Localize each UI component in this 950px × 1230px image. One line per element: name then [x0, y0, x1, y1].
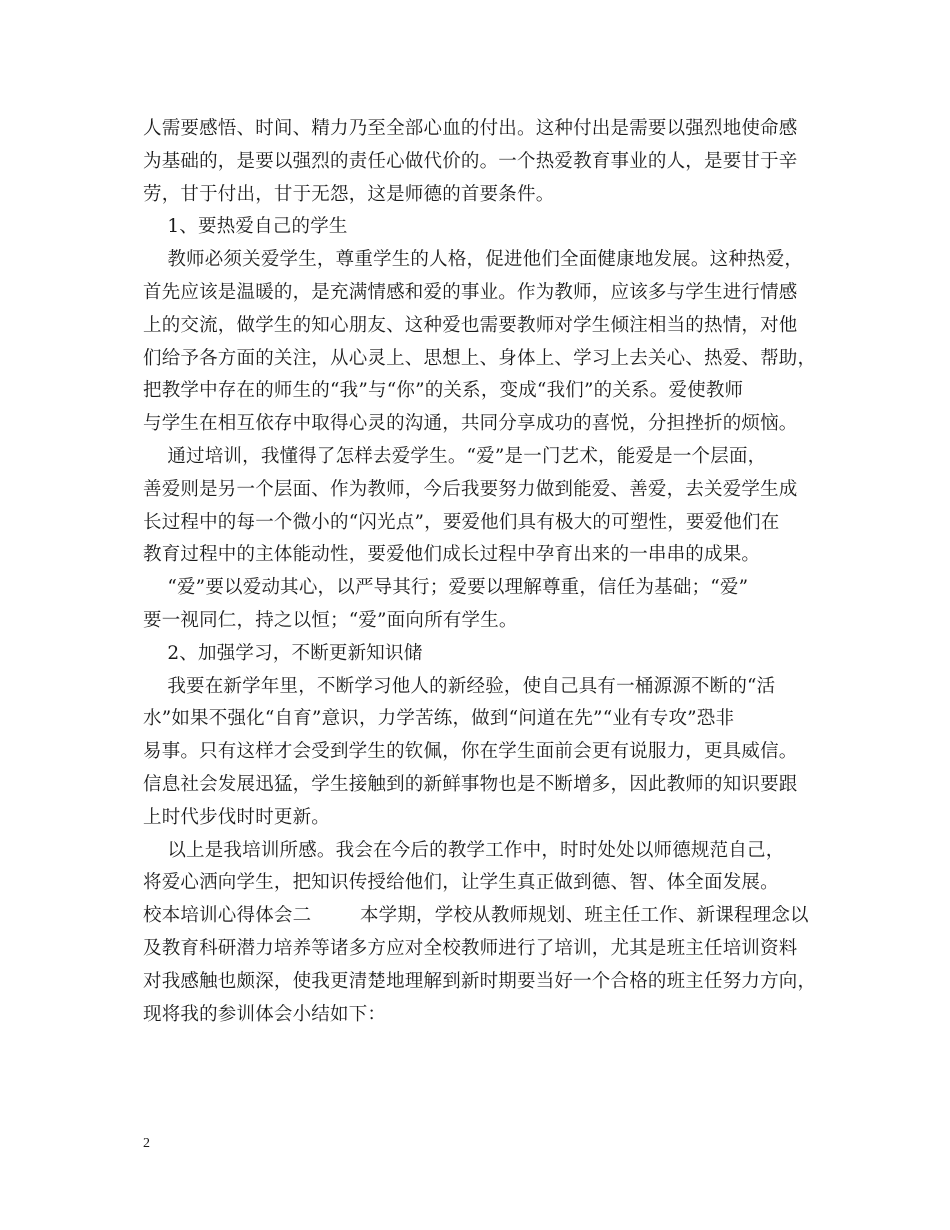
text-line: 我要在新学年里，不断学习他人的新经验，使自己具有一桶源源不断的“活 [143, 675, 776, 697]
text-line: 劳，甘于付出，甘于无怨，这是师德的首要条件。 [143, 183, 555, 205]
text-line: 水”如果不强化“自育”意识，力学苦练，做到“问道在先”“业有专攻”恐非 [143, 708, 735, 730]
text-line: 现将我的参训体会小结如下： [143, 1003, 387, 1025]
text-line: 教育过程中的主体能动性，要爱他们成长过程中孕育出来的一串串的成果。 [143, 544, 761, 566]
body-text [143, 113, 823, 1031]
text-line: 人需要感悟、时间、精力乃至全部心血的付出。这种付出是需要以强烈地使命感 [143, 118, 798, 139]
text-line: 通过培训，我懂得了怎样去爱学生。“爱”是一门艺术，能爱是一个层面， [143, 445, 767, 467]
text-line: 们给予各方面的关注，从心灵上、思想上、身体上、学习上去关心、热爱、帮助， [143, 347, 817, 369]
text-line: 易事。只有这样才会受到学生的钦佩，你在学生面前会更有说服力，更具威信。 [143, 741, 798, 763]
text-line: 信息社会发展迅猛，学生接触到的新鲜事物也是不断增多，因此教师的知识要跟 [143, 773, 798, 795]
section-heading-1: 1、要热爱自己的学生 [143, 216, 348, 238]
text-line: 首先应该是温暖的，是充满情感和爱的事业。作为教师，应该多与学生进行情感 [143, 281, 798, 303]
text-line: 要一视同仁，持之以恒；“爱”面向所有学生。 [143, 609, 518, 631]
text-line: 把教学中存在的师生的“我”与“你”的关系，变成“我们”的关系。爱使教师 [143, 380, 744, 402]
text-line: 为基础的，是要以强烈的责任心做代价的。一个热爱教育事业的人，是要甘于辛 [143, 150, 798, 172]
text-line: 校本培训心得体会二 本学期，学校从教师规划、班主任工作、新课程理念以 [143, 905, 809, 927]
text-line: 长过程中的每一个微小的“闪光点”，要爱他们具有极大的可塑性，要爱他们在 [143, 511, 780, 533]
section-heading-2: 2、加强学习，不断更新知识储 [143, 642, 423, 664]
text-line: 与学生在相互依存中取得心灵的沟通，共同分享成功的喜悦，分担挫折的烦恼。 [143, 413, 798, 435]
text-line: 对我感触也颇深，使我更清楚地理解到新时期要当好一个合格的班主任努力方向， [143, 970, 817, 992]
text-line: 及教育科研潜力培养等诸多方应对全校教师进行了培训，尤其是班主任培训资料 [143, 937, 798, 959]
text-line: 上的交流，做学生的知心朋友、这种爱也需要教师对学生倾注相当的热情，对他 [143, 314, 798, 336]
text-line: 善爱则是另一个层面、作为教师，今后我要努力做到能爱、善爱，去关爱学生成 [143, 478, 798, 500]
text-line: “爱”要以爱动其心，以严导其行；爱要以理解尊重，信任为基础；“爱” [143, 577, 749, 599]
page-number: 2 [143, 1136, 150, 1151]
text-line: 以上是我培训所感。我会在今后的教学工作中，时时处处以师德规范自己， [143, 839, 785, 861]
text-line: 上时代步伐时时更新。 [143, 806, 331, 828]
text-line: 将爱心洒向学生，把知识传授给他们，让学生真正做到德、智、体全面发展。 [143, 872, 779, 894]
text-line: 教师必须关爱学生，尊重学生的人格，促进他们全面健康地发展。这种热爱， [143, 249, 804, 271]
